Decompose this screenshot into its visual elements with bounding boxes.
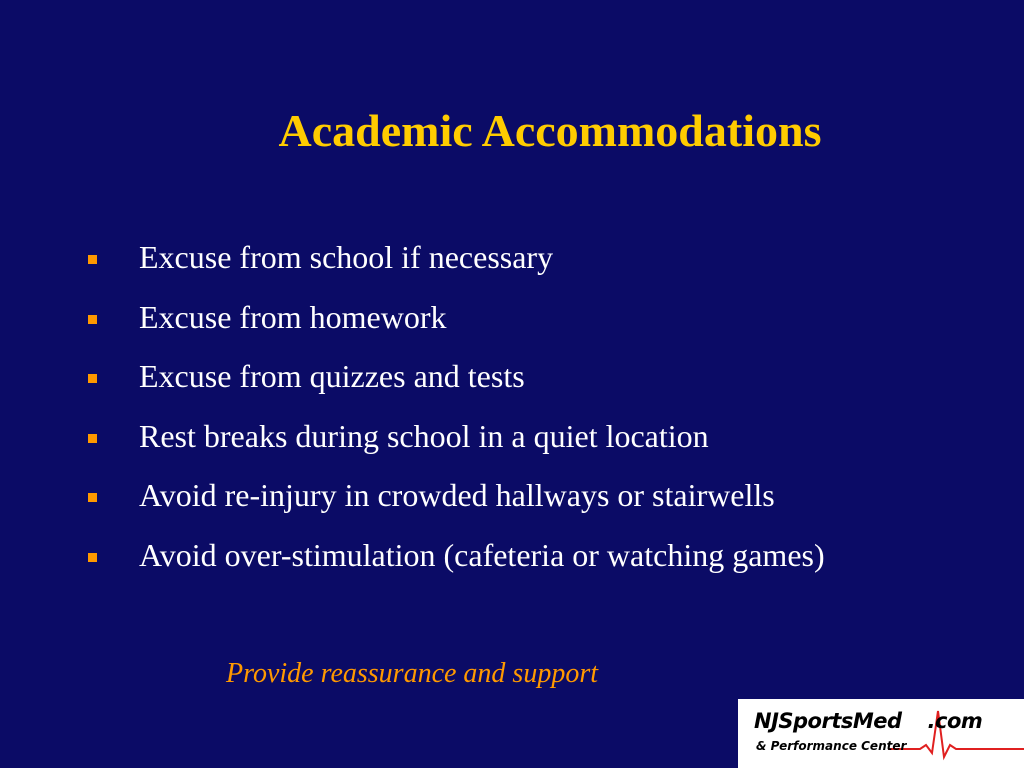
bullet-item [88,240,825,300]
square-bullet-icon [88,434,97,443]
square-bullet-icon [88,315,97,324]
bullet-text: Rest breaks during school in a quiet location [139,417,709,454]
bullet-text: Excuse from homework [139,298,447,335]
logo-brand-text [754,709,982,733]
bullet-item [88,300,825,360]
bullet-item [88,419,825,479]
logo-domain-text: .com [927,709,983,733]
bullet-text: Excuse from school if necessary [139,239,554,275]
bullet-text: Avoid over-stimulation (cafeteria or watching games) [139,536,825,573]
square-bullet-icon [88,493,97,502]
bullet-text: Excuse from quizzes and tests [139,358,525,394]
bullet-text: Avoid re-injury in crowded hallways or stairwells [139,477,775,513]
tagline: Provide reassurance and support [226,658,598,689]
bullet-item [88,538,825,598]
bullet-item [88,359,825,419]
square-bullet-icon [88,553,97,562]
bullet-list [88,240,825,597]
bullet-item [88,478,825,538]
logo-main-text: NJSportsMed [754,709,902,733]
slide-title: Academic Accommodations [278,105,822,156]
square-bullet-icon [88,255,97,264]
njsportsmed-logo [738,699,1024,768]
square-bullet-icon [88,374,97,383]
logo-sub-text: & Performance Center [756,739,907,753]
